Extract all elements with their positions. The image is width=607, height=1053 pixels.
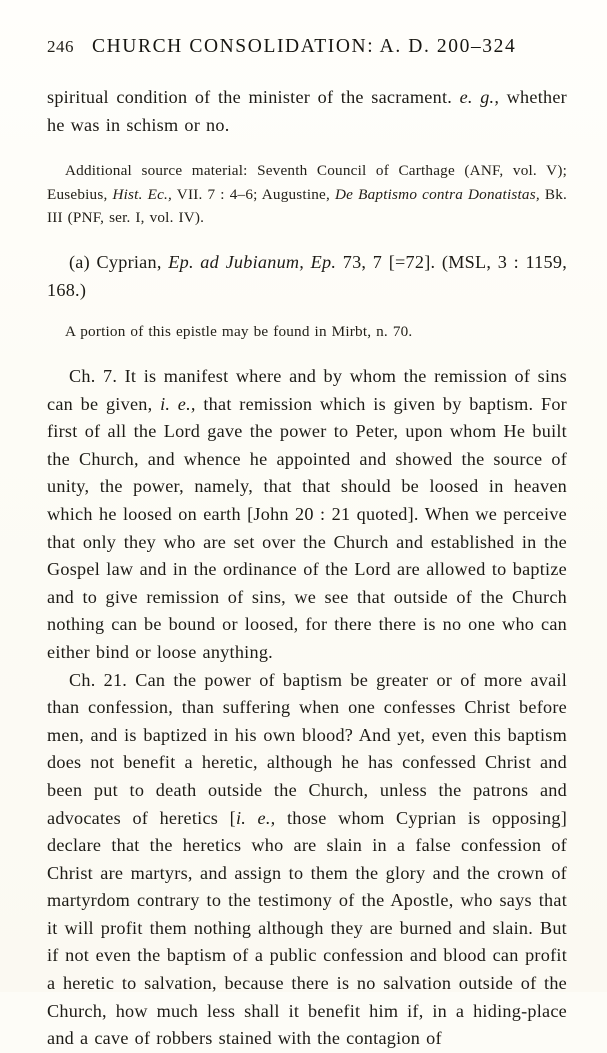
par6-text-b: those whom Cyprian is opposing] declare that the heretics who are slain in a false confession of Christ are martyrs, and assign to them the glory and the crown of martyrdom contrary to the testimony of the Apostle, who says that it will profit them nothing although they are burned and slain. But if not even the baptism of a public confession and blood can profit a heretic to salvation, because there is no salvation outside of the Church, how much less shall it benefit him if, in a hiding-place and a cave of robbers stained with the contagion of: [47, 807, 567, 1049]
par2-text-a: Additional source material: Seventh Council of Carthage (ANF, vol. V); Eusebius,: [47, 162, 567, 203]
page-number: 246: [47, 37, 74, 56]
par1-italic-a: e. g.,: [459, 87, 500, 107]
par3-text-b: 73, 7 [=72]. (MSL, 3 : 1159, 168.): [47, 252, 567, 300]
par2-text-c: Bk. III (PNF, ser. I, vol. IV).: [47, 185, 567, 226]
par2-text-b: VII. 7 : 4–6; Augustine,: [172, 185, 335, 203]
paragraph-chapter-21: [47, 667, 567, 1053]
par3-italic-a: Ep. ad Jubianum, Ep.: [168, 252, 337, 273]
par1-text-a: spiritual condition of the minister of the sacrament.: [47, 87, 460, 107]
running-head-title: CHURCH CONSOLIDATION: A. D. 200–324: [92, 36, 517, 57]
par2-italic-b: De Baptismo contra Donatistas,: [335, 185, 540, 203]
par5-text-a: Ch. 7. It is manifest where and by whom the remission of sins can be given,: [47, 366, 567, 414]
par2-italic-a: Hist. Ec.,: [112, 185, 173, 203]
par6-text-a: Ch. 21. Can the power of baptism be greater or of more avail than confession, than suffering when one confesses Christ before men, and is baptized in his own blood? And yet, even this baptism does not benefit a heretic, although he has confessed Christ and been put to death outside the Church, unless the patrons and advocates of heretics [: [47, 669, 567, 828]
page-content: [47, 36, 567, 1053]
par1-text-b: whether he was in schism or no.: [47, 87, 567, 135]
par5-text-b: that remission which is given by baptism. For first of all the Lord gave the power to Peter, upon whom He built the Church, and whence he appointed and showed the source of unity, the power, namely, that that should be loosed in heaven which he loosed on earth [John 20 : 21 quoted]. When we perceive that only they who are set over the Church and established in the Gospel law and in the ordinance of the Lord are allowed to baptize and to give remission of sins, we see that outside of the Church nothing can be bound or loosed, for there there is no one who can either bind or loose anything.: [47, 393, 567, 662]
paragraph-chapter-7: [47, 363, 567, 667]
paragraph-note: A portion of this epistle may be found in Mirbt, n. 70.: [65, 322, 413, 340]
paragraph-citation-a: [47, 249, 567, 304]
running-header: [47, 36, 567, 58]
paragraph-source-material: [47, 159, 567, 229]
par3-text-a: (a) Cyprian,: [69, 252, 169, 273]
paragraph-continuation: [47, 84, 567, 139]
par6-italic-a: i. e.,: [235, 807, 276, 828]
par5-italic-a: i. e.,: [160, 393, 196, 414]
